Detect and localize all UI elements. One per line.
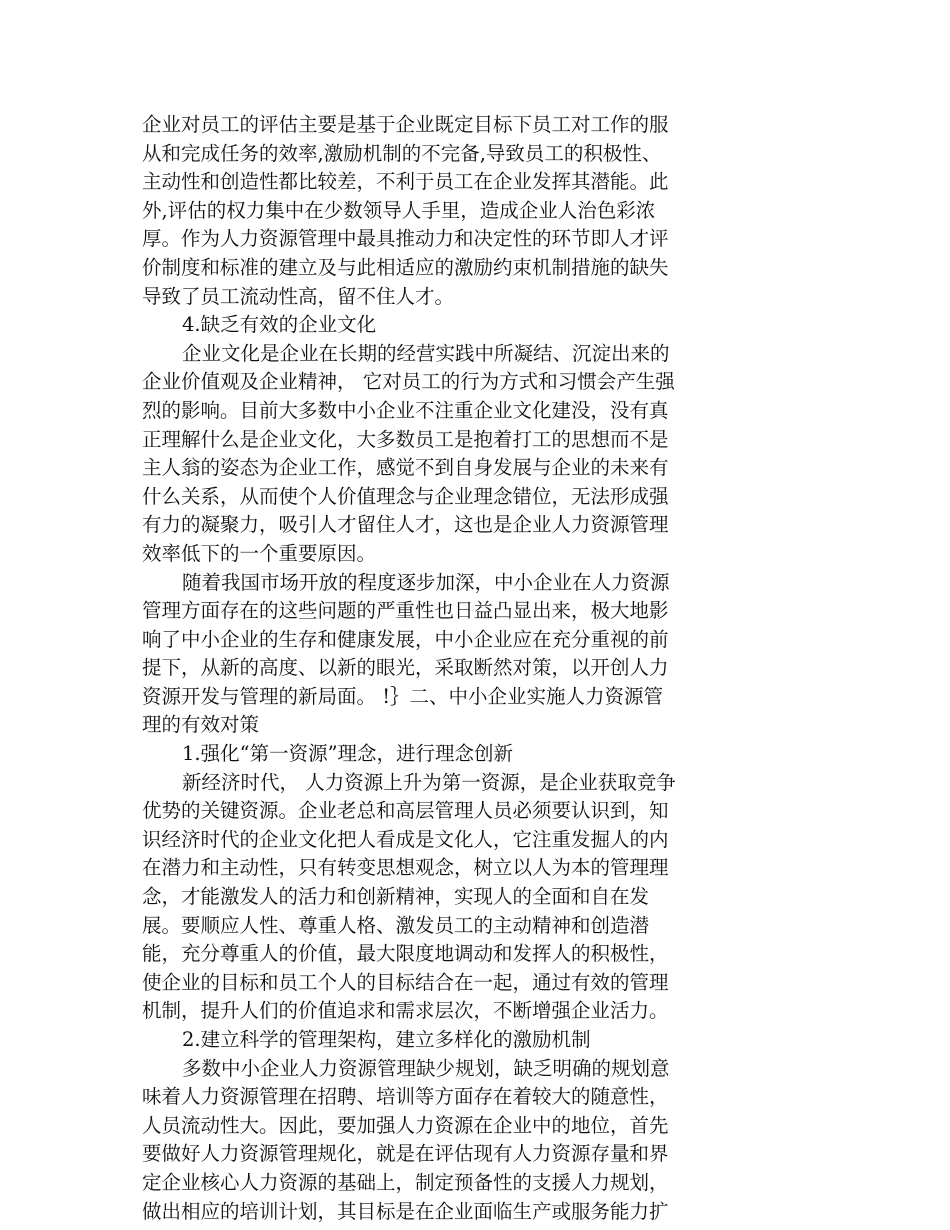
text-line: 企业文化是企业在长期的经营实践中所凝结、沉淀出来的	[182, 341, 670, 365]
text-line: 人员流动性大。因此，要加强人力资源在企业中的地位，首先	[142, 1113, 669, 1137]
text-line: 提下，从新的高度、以新的眼光，采取断然对策，以开创人力	[142, 656, 669, 680]
text-line: 主动性和创造性都比较差，不利于员工在企业发挥其潜能。此	[142, 170, 669, 194]
text-line: 企业对员工的评估主要是基于企业既定目标下员工对工作的服	[142, 113, 669, 136]
text-line: 什么关系，从而使个人价值理念与企业理念错位，无法形成强	[142, 484, 669, 508]
text-line: 响了中小企业的生存和健康发展，中小企业应在充分重视的前	[142, 627, 669, 651]
text-line: 展。要顺应人性、尊重人格、激发员工的主动精神和创造潜	[142, 913, 650, 937]
text-line: 识经济时代的企业文化把人看成是文化人，它注重发掘人的内	[142, 827, 669, 851]
text-line: 管理方面存在的这些问题的严重性也日益凸显出来，极大地影	[142, 599, 669, 623]
text-line: 厚。作为人力资源管理中最具推动力和决定性的环节即人才评	[142, 227, 669, 251]
text-line: 外,评估的权力集中在少数领导人手里，造成企业人治色彩浓	[142, 198, 656, 222]
text-line: 有力的凝聚力，吸引人才留住人才，这也是企业人力资源管理	[142, 513, 669, 537]
text-line: 机制，提升人们的价值追求和需求层次，不断增强企业活力。	[142, 999, 669, 1023]
text-line: 使企业的目标和员工个人的目标结合在一起，通过有效的管理	[142, 970, 669, 994]
text-line: 从和完成任务的效率,激励机制的不完备,导致员工的积极性、	[142, 141, 662, 165]
text-line: 在潜力和主动性，只有转变思想观念，树立以人为本的管理理	[142, 856, 669, 880]
text-line: 效率低下的一个重要原因。	[142, 541, 377, 565]
text-line: 烈的影响。目前大多数中小企业不注重企业文化建没，没有真	[142, 398, 669, 422]
text-line: 念，才能激发人的活力和创新精神，实现人的全面和自在发	[142, 885, 650, 909]
text-line: 主人翁的姿态为企业工作，感觉不到自身发展与企业的未来有	[142, 456, 669, 480]
text-line: 优势的关键资源。企业老总和高层管理人员必须要认识到，知	[142, 799, 669, 823]
text-line: 4.缺乏有效的企业文化	[182, 313, 377, 337]
text-line: 价制度和标准的建立及与此相适应的激励约束机制措施的缺失	[142, 255, 669, 279]
text-line: 资源开发与管理的新局面。 !｝二、中小企业实施人力资源管	[142, 684, 664, 708]
text-line: 做出相应的培训计划，其目标是在企业面临生产或服务能力扩	[142, 1199, 669, 1223]
text-line: 要做好人力资源管理规化，就是在评估现有人力资源存量和界	[142, 1142, 669, 1166]
text-line: 新经济时代， 人力资源上升为第一资源，是企业获取竞争	[182, 770, 676, 794]
text-line: 企业价值观及企业精神， 它对员工的行为方式和习惯会产生强	[142, 370, 675, 394]
document-page	[142, 111, 742, 1226]
text-line: 多数中小企业人力资源管理缺少规划，缺乏明确的规划意	[182, 1056, 670, 1080]
text-line: 随着我国市场开放的程度逐步加深，中小企业在人力资源	[182, 570, 670, 594]
text-line: 能，充分尊重人的价值，最大限度地调动和发挥人的积极性，	[142, 942, 669, 966]
text-line: 定企业核心人力资源的基础上，制定预备性的支援人力规划，	[142, 1170, 669, 1194]
text-line: 导致了员工流动性高，留不住人才。	[142, 284, 455, 308]
text-line: 理的有效对策	[142, 713, 260, 737]
text-line: 1.强化“第一资源”理念，进行理念创新	[182, 742, 514, 766]
text-line: 味着人力资源管理在招聘、培训等方面存在着较大的随意性，	[142, 1085, 669, 1109]
text-line: 2.建立科学的管理架构，建立多样化的激励机制	[182, 1028, 591, 1051]
text-line: 正理解什么是企业文化，大多数员工是抱着打工的思想而不是	[142, 427, 669, 451]
